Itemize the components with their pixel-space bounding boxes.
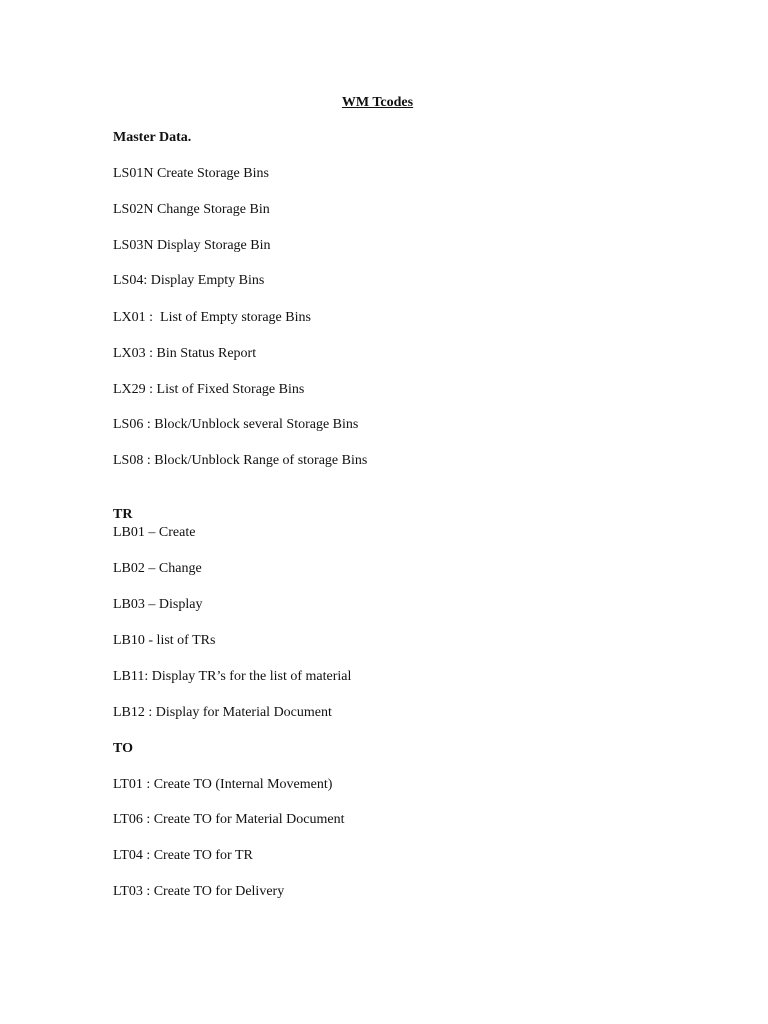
tcode-line-lb03: LB03 – Display [113, 597, 203, 612]
tcode-line-lb12: LB12 : Display for Material Document [113, 705, 332, 720]
tcode-line-ls01n: LS01N Create Storage Bins [113, 166, 269, 181]
tr-heading: TR [113, 507, 133, 522]
tcode-line-ls04: LS04: Display Empty Bins [113, 273, 265, 288]
tcode-line-lx01: LX01 : List of Empty storage Bins [113, 310, 311, 325]
tcode-line-ls08: LS08 : Block/Unblock Range of storage Bins [113, 453, 368, 468]
tcode-line-ls06: LS06 : Block/Unblock several Storage Bins [113, 417, 359, 432]
tcode-line-ls03n: LS03N Display Storage Bin [113, 238, 271, 253]
tcode-line-lx29: LX29 : List of Fixed Storage Bins [113, 382, 305, 397]
tcode-line-lb10: LB10 - list of TRs [113, 633, 216, 648]
tcode-line-lt06: LT06 : Create TO for Material Document [113, 812, 345, 827]
tcode-line-lx03: LX03 : Bin Status Report [113, 346, 257, 361]
tcode-line-ls02n: LS02N Change Storage Bin [113, 202, 270, 217]
document-title: WM Tcodes [341, 95, 414, 110]
tcode-line-lb11: LB11: Display TR’s for the list of material [113, 669, 352, 684]
tcode-line-lt01: LT01 : Create TO (Internal Movement) [113, 777, 333, 792]
tcode-line-lb01: LB01 – Create [113, 525, 196, 540]
tcode-line-lt03: LT03 : Create TO for Delivery [113, 884, 285, 899]
tcode-line-lb02: LB02 – Change [113, 561, 202, 576]
tcode-line-lt04: LT04 : Create TO for TR [113, 848, 253, 863]
master-data-heading: Master Data. [113, 130, 192, 145]
to-heading: TO [113, 741, 133, 756]
